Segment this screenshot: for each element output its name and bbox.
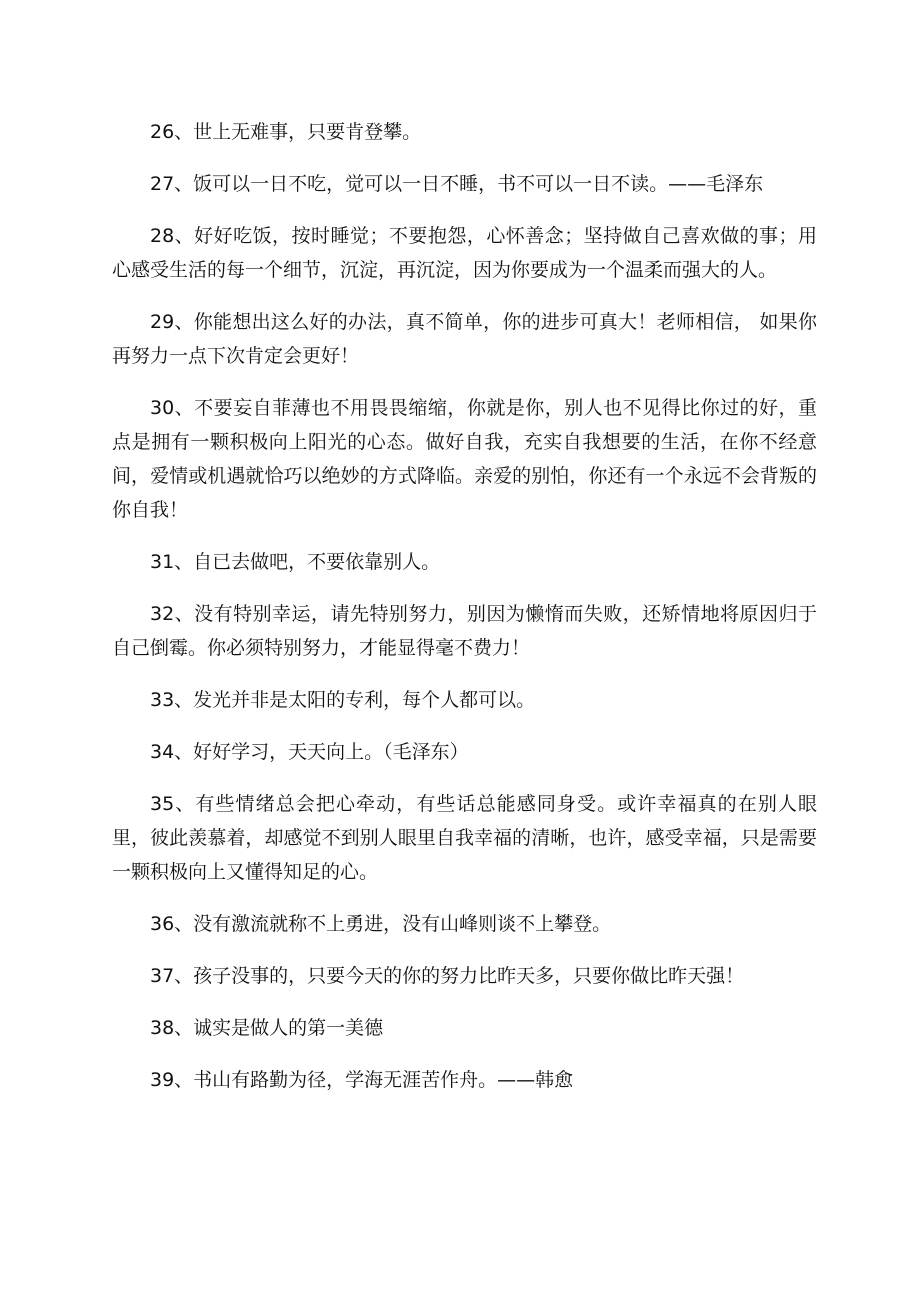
- quote-item-27: 27、饭可以一日不吃，觉可以一日不睡，书不可以一日不读。——毛泽东: [150, 173, 764, 195]
- quote-item-35: 35、有些情绪总会把心牵动，有些话总能感同身受。或许幸福真的在别人眼里，彼此羡慕着，却感觉不到别人眼里自我幸福的清晰，也许，感受幸福，只是需要一颗积极向上又懂得知足的心。: [112, 793, 817, 883]
- quote-item-30: 30、不要妄自菲薄也不用畏畏缩缩，你就是你，别人也不见得比你过的好，重点是拥有一颗积极向上阳光的心态。做好自我，充实自我想要的生活，在你不经意间，爱情或机遇就恰巧以绝妙的方式降临。亲爱的别怕，你还有一个永远不会背叛的你自我！: [112, 397, 817, 521]
- quote-item-31: 31、自已去做吧，不要依靠别人。: [150, 551, 441, 573]
- quote-item-29: 29、你能想出这么好的办法，真不简单，你的进步可真大！老师相信， 如果你再努力一点下次肯定会更好！: [112, 311, 817, 367]
- quote-item-32: 32、没有特别幸运，请先特别努力，别因为懒惰而失败，还矫情地将原因归于自己倒霉。你必须特别努力，才能显得毫不费力！: [112, 603, 817, 659]
- quote-item-34: 34、好好学习，天天向上。（毛泽东）: [150, 741, 469, 763]
- quote-item-36: 36、没有激流就称不上勇进，没有山峰则谈不上攀登。: [150, 913, 612, 935]
- quote-item-26: 26、世上无难事，只要肯登攀。: [150, 121, 422, 143]
- quote-item-38: 38、诚实是做人的第一美德: [150, 1017, 384, 1039]
- quote-item-37: 37、孩子没事的，只要今天的你的努力比昨天多，只要你做比昨天强！: [150, 965, 745, 987]
- quote-item-28: 28、好好吃饭，按时睡觉；不要抱怨，心怀善念；坚持做自己喜欢做的事；用心感受生活的每一个细节，沉淀，再沉淀，因为你要成为一个温柔而强大的人。: [112, 225, 817, 281]
- quote-item-39: 39、书山有路勤为径，学海无涯苦作舟。——韩愈: [150, 1069, 574, 1091]
- quote-item-33: 33、发光并非是太阳的专利，每个人都可以。: [150, 689, 536, 711]
